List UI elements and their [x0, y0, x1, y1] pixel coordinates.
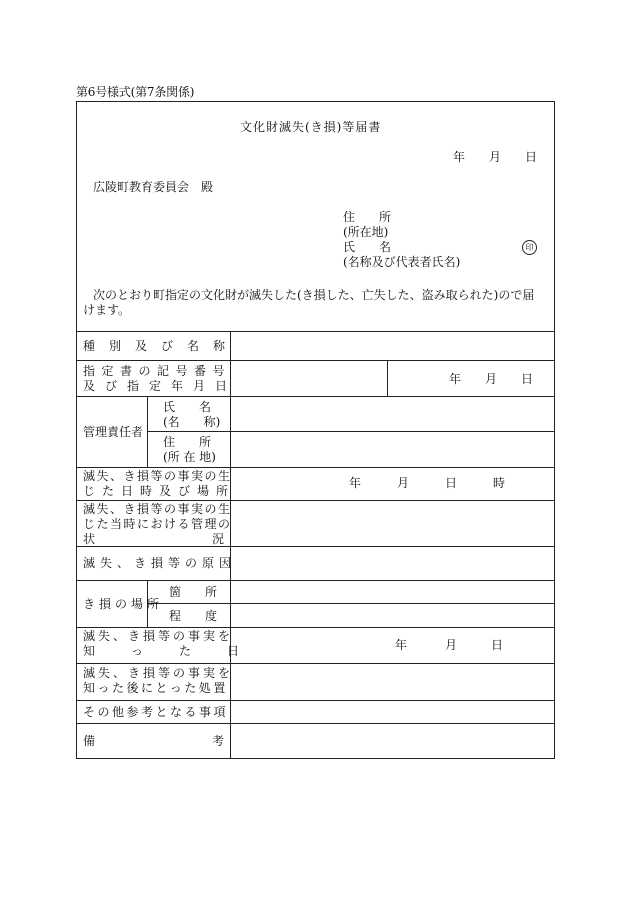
manager-name-label-2: (名 称)	[163, 415, 221, 429]
submission-date-month: 月	[489, 150, 502, 164]
row-management-label-1: 滅失、き損等の事実の生	[83, 502, 232, 516]
body-text-line2: けます。	[83, 303, 131, 317]
occurred-day: 日	[445, 476, 458, 490]
body-text-line1: 次のとおり町指定の文化財が滅失した(き損した、亡失した、盗み取られた)ので届	[93, 288, 535, 302]
row-designation-label-1: 指定書の記号番号	[83, 364, 232, 378]
row-management-label-3a: 状	[83, 532, 96, 546]
known-day: 日	[491, 638, 504, 652]
submission-date-year: 年	[453, 150, 466, 164]
designation-day: 日	[521, 372, 534, 386]
row-action-label-2: 知った後にとった処置	[83, 681, 228, 695]
addressee: 広陵町教育委員会 殿	[93, 180, 214, 194]
applicant-name-sub: (名称及び代表者氏名)	[343, 255, 461, 269]
row-damage-place-label: き損の場所	[83, 597, 164, 611]
occurred-hour: 時	[493, 476, 506, 490]
damage-location-label: 箇 所	[169, 585, 218, 599]
occurred-year: 年	[349, 476, 362, 490]
row-manager-label: 管理責任者	[83, 425, 144, 439]
designation-year: 年	[449, 372, 462, 386]
row-management-label-2: じた当時における管理の	[83, 517, 232, 531]
row-type-name-label: 種別及び名称	[83, 339, 240, 353]
row-designation-label-2: 及び指定年月日	[83, 379, 238, 393]
damage-extent-label: 程 度	[169, 609, 218, 623]
row-remarks-label-b: 考	[212, 734, 225, 748]
row-occurred-label-2: じた日時及び場所	[83, 484, 236, 498]
known-month: 月	[445, 638, 458, 652]
known-year: 年	[395, 638, 408, 652]
row-occurred-label-1: 滅失、き損等の事実の生	[83, 469, 232, 483]
form-title: 文化財滅失(き損)等届書	[240, 120, 382, 134]
row-action-label-1: 滅失、き損等の事実を	[83, 666, 234, 680]
manager-name-label-1: 氏 名	[163, 400, 212, 414]
manager-address-label-2: (所 在 地)	[163, 450, 216, 464]
designation-month: 月	[485, 372, 498, 386]
manager-address-label-1: 住 所	[163, 435, 212, 449]
form-number-label: 第6号様式(第7条関係)	[76, 85, 195, 99]
applicant-name-label: 氏 名	[343, 240, 392, 254]
seal-mark: 印	[522, 240, 537, 255]
row-other-label: その他参考となる事項	[83, 705, 229, 719]
row-known-label-2: 知 っ た 日	[83, 644, 252, 658]
row-cause-label: 滅失、き損等の原因	[83, 556, 237, 570]
row-management-label-3b: 況	[212, 532, 225, 546]
applicant-address-sub: (所在地)	[343, 225, 389, 239]
applicant-address-label: 住 所	[343, 210, 392, 224]
occurred-month: 月	[397, 476, 410, 490]
form-frame	[76, 101, 555, 759]
row-known-label-1: 滅失、き損等の事実を	[83, 629, 234, 643]
submission-date-day: 日	[525, 150, 538, 164]
row-remarks-label-a: 備	[83, 734, 96, 748]
